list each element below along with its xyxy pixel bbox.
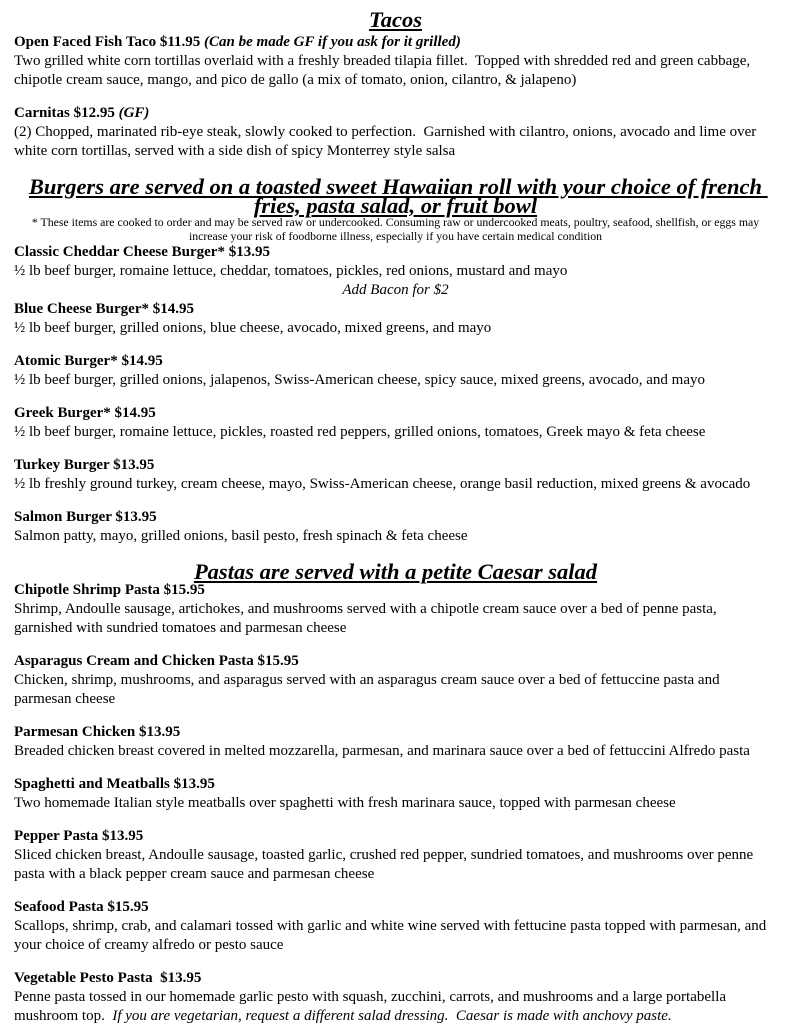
section-heading-burgers: Burgers are served on a toasted sweet Hawaiian roll with your choice of french fries, pasta salad, or fruit bowl bbox=[28, 174, 768, 218]
cooked-to-order-disclaimer: * These items are cooked to order and may be served raw or undercooked. Consuming raw or undercooked meats, poultry, seafood, shellfish, or eggs may increase your risk of foodborne illness, especially if you have certain medical condition bbox=[31, 215, 760, 243]
item-title: Atomic Burger* $14.95 bbox=[14, 353, 163, 369]
item-description-text: Penne pasta tossed in our homemade garlic pesto with squash, zucchini, carrots, and mushrooms and a large portabella mushroom top. bbox=[14, 989, 730, 1024]
menu-item-turkey-burger bbox=[14, 456, 777, 494]
item-title: Pepper Pasta $13.95 bbox=[14, 828, 144, 844]
menu-item-blue-cheese-burger bbox=[14, 300, 777, 338]
menu-item-greek-burger bbox=[14, 404, 777, 442]
section-pastas bbox=[14, 559, 777, 1026]
menu-item-asparagus-cream-and-chicken-pasta bbox=[14, 652, 777, 709]
item-description: ½ lb beef burger, grilled onions, jalapenos, Swiss-American cheese, spicy sauce, mixed greens, avocado, and mayo bbox=[14, 372, 705, 388]
menu-document bbox=[14, 7, 777, 1026]
item-title: Spaghetti and Meatballs $13.95 bbox=[14, 776, 215, 792]
menu-item-vegetable-pesto-pasta bbox=[14, 969, 777, 1026]
menu-item-atomic-burger bbox=[14, 352, 777, 390]
item-title: Parmesan Chicken $13.95 bbox=[14, 724, 181, 740]
item-title: Seafood Pasta $15.95 bbox=[14, 899, 149, 915]
item-title: Turkey Burger $13.95 bbox=[14, 457, 155, 473]
item-description: Breaded chicken breast covered in melted mozzarella, parmesan, and marinara sauce over a bed of fettuccini Alfredo pasta bbox=[14, 743, 750, 759]
item-description: Two homemade Italian style meatballs over spaghetti with fresh marinara sauce, topped with parmesan cheese bbox=[14, 795, 676, 811]
vegetarian-note: If you are vegetarian, request a different salad dressing. Caesar is made with anchovy paste. bbox=[112, 1008, 672, 1024]
item-title bbox=[14, 33, 777, 52]
item-title bbox=[14, 104, 777, 123]
item-description: Sliced chicken breast, Andoulle sausage, toasted garlic, crushed red pepper, sundried tomatoes, and mushrooms over penne pasta with a black pepper cream sauce and parmesan cheese bbox=[14, 847, 757, 882]
item-title: Greek Burger* $14.95 bbox=[14, 405, 156, 421]
item-title: Chipotle Shrimp Pasta $15.95 bbox=[14, 582, 205, 598]
item-description: (2) Chopped, marinated rib-eye steak, slowly cooked to perfection. Garnished with cilantro, onions, avocado and lime over white corn tortillas, served with a side dish of spicy Monterrey style salsa bbox=[14, 124, 761, 159]
item-gf-note: (GF) bbox=[118, 105, 150, 121]
item-title: Vegetable Pesto Pasta $13.95 bbox=[14, 970, 202, 986]
item-description: ½ lb freshly ground turkey, cream cheese, mayo, Swiss-American cheese, orange basil reduction, mixed greens & avocado bbox=[14, 476, 751, 492]
section-heading-tacos: Tacos bbox=[369, 7, 422, 32]
item-description: ½ lb beef burger, romaine lettuce, pickles, roasted red peppers, grilled onions, tomatoes, Greek mayo & feta cheese bbox=[14, 424, 706, 440]
item-description: Scallops, shrimp, crab, and calamari tossed with garlic and white wine served with fettucine pasta topped with parmesan, and your choice of creamy alfredo or pesto sauce bbox=[14, 918, 771, 953]
menu-item-salmon-burger bbox=[14, 508, 777, 546]
section-burgers bbox=[14, 174, 777, 546]
item-title: Classic Cheddar Cheese Burger* $13.95 bbox=[14, 244, 270, 260]
menu-item-spaghetti-and-meatballs bbox=[14, 775, 777, 813]
item-gf-note: (Can be made GF if you ask for it grilled) bbox=[204, 34, 461, 50]
item-title: Asparagus Cream and Chicken Pasta $15.95 bbox=[14, 653, 299, 669]
item-description: Salmon patty, mayo, grilled onions, basil pesto, fresh spinach & feta cheese bbox=[14, 528, 468, 544]
item-description: ½ lb beef burger, grilled onions, blue cheese, avocado, mixed greens, and mayo bbox=[14, 320, 492, 336]
item-name-price: Open Faced Fish Taco $11.95 bbox=[14, 34, 205, 50]
item-description: Chicken, shrimp, mushrooms, and asparagus served with an asparagus cream sauce over a bed of fettuccine pasta and parmesan cheese bbox=[14, 672, 724, 707]
menu-item-carnitas bbox=[14, 104, 777, 161]
section-heading-pastas: Pastas are served with a petite Caesar salad bbox=[193, 559, 598, 584]
menu-item-open-faced-fish-taco bbox=[14, 33, 777, 90]
item-title: Blue Cheese Burger* $14.95 bbox=[14, 301, 194, 317]
item-description: Shrimp, Andoulle sausage, artichokes, and mushrooms served with a chipotle cream sauce over a bed of penne pasta, garnished with sundried tomatoes and parmesan cheese bbox=[14, 601, 721, 636]
item-description: ½ lb beef burger, romaine lettuce, cheddar, tomatoes, pickles, red onions, mustard and mayo bbox=[14, 263, 568, 279]
add-bacon-note: Add Bacon for $2 bbox=[342, 282, 449, 298]
item-name-price: Carnitas $12.95 bbox=[14, 105, 119, 121]
menu-item-pepper-pasta bbox=[14, 827, 777, 884]
item-title: Salmon Burger $13.95 bbox=[14, 509, 157, 525]
menu-item-chipotle-shrimp-pasta bbox=[14, 581, 777, 638]
item-description: Two grilled white corn tortillas overlaid with a freshly breaded tilapia fillet. Topped with shredded red and green cabbage, chipotle cream sauce, mango, and pico de gallo (a mix of tomato, onion, cilantro, & jalapeno) bbox=[14, 53, 754, 88]
menu-item-seafood-pasta bbox=[14, 898, 777, 955]
menu-item-classic-cheddar-cheese-burger bbox=[14, 243, 777, 300]
item-description bbox=[14, 988, 777, 1026]
section-tacos bbox=[14, 7, 777, 161]
menu-item-parmesan-chicken bbox=[14, 723, 777, 761]
